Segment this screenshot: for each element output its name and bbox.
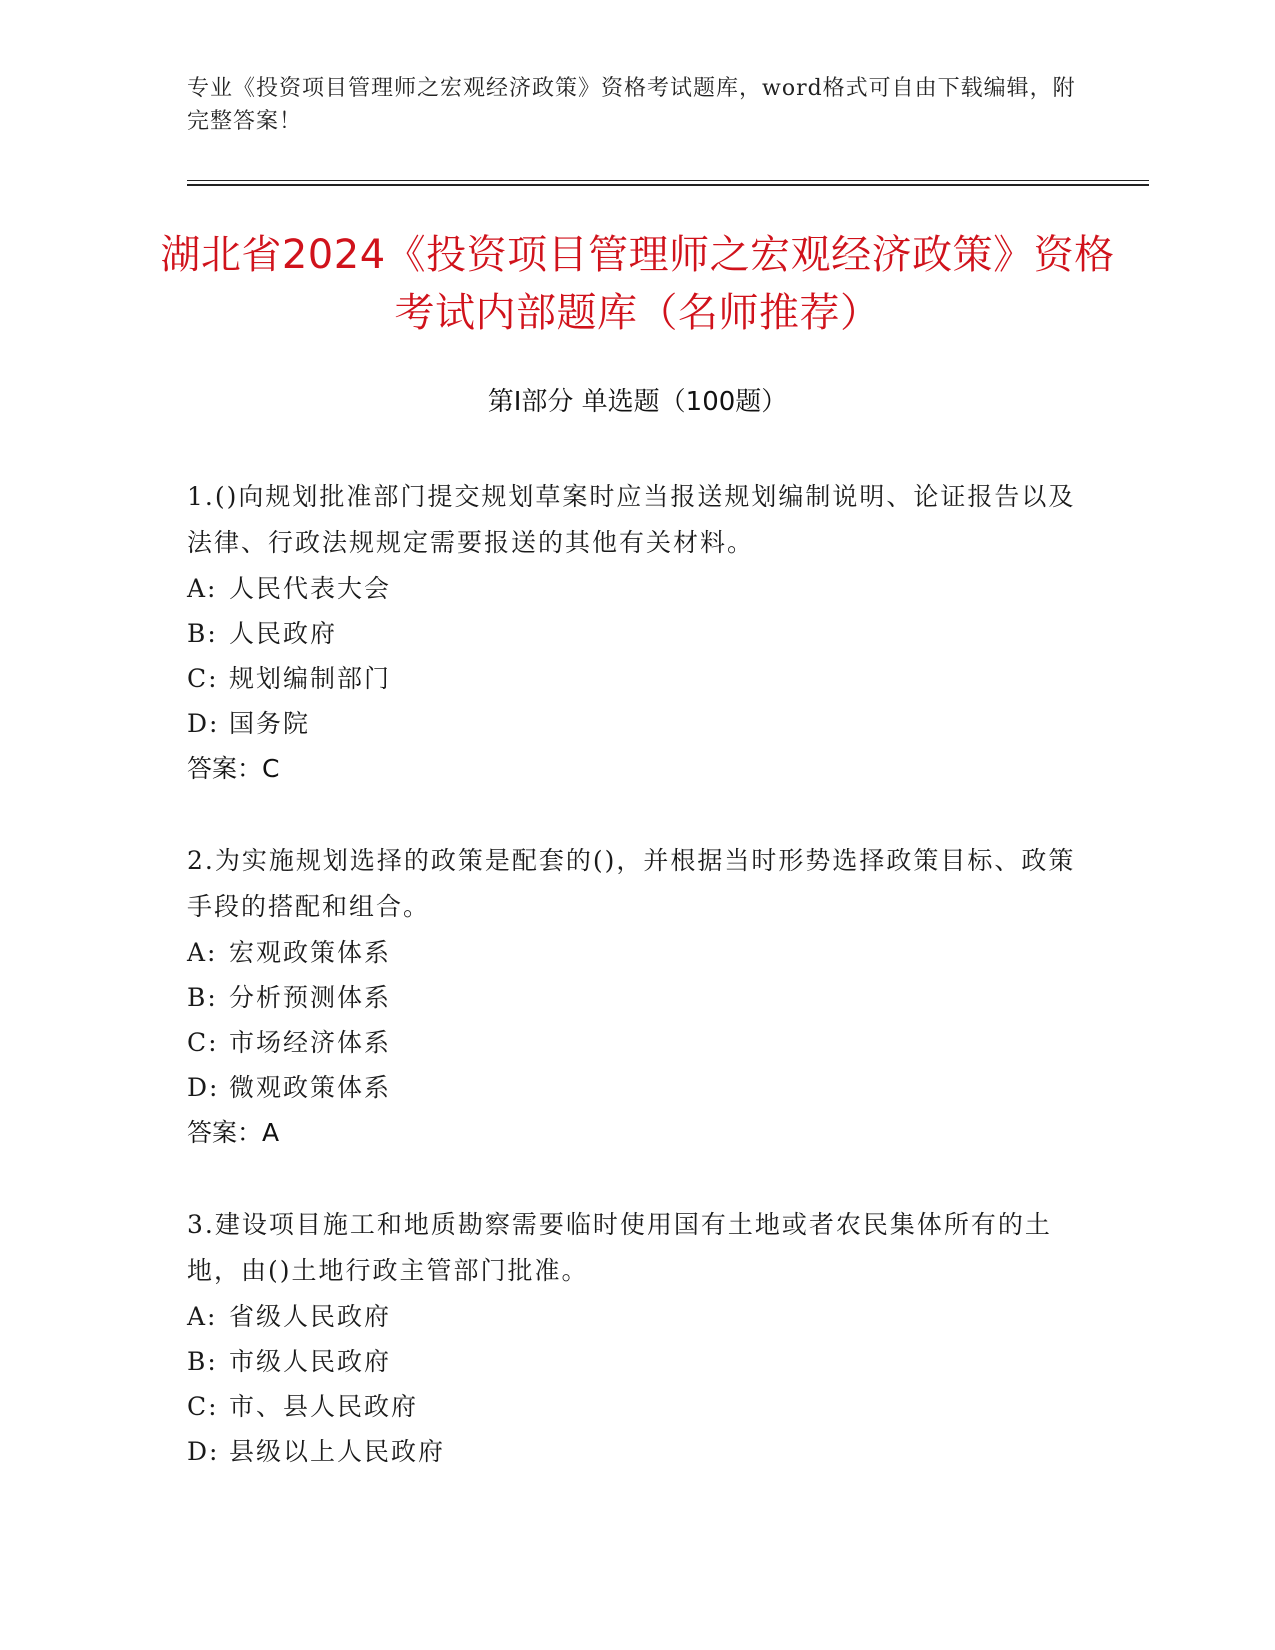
option-text: 规划编制部门 <box>229 664 392 693</box>
option-letter: D: <box>187 1073 220 1102</box>
header-rule-thick <box>187 184 1149 186</box>
option-letter: B: <box>187 1347 218 1376</box>
option-text: 市、县人民政府 <box>229 1392 419 1421</box>
option-letter: A: <box>187 574 218 603</box>
header-note: 专业《投资项目管理师之宏观经济政策》资格考试题库，word格式可自由下载编辑，附完整答案！ <box>187 76 1076 134</box>
option-b <box>187 1339 1087 1384</box>
option-letter: C: <box>187 1028 219 1057</box>
answer-line: 答案：C <box>187 754 280 783</box>
option-text: 市级人民政府 <box>229 1347 392 1376</box>
option-c <box>187 1020 1087 1065</box>
option-a <box>187 930 1087 975</box>
option-letter: B: <box>187 983 218 1012</box>
option-letter: A: <box>187 938 218 967</box>
option-text: 宏观政策体系 <box>229 938 392 967</box>
option-a <box>187 566 1087 611</box>
option-text: 微观政策体系 <box>229 1073 392 1102</box>
option-a <box>187 1294 1087 1339</box>
document-title: 湖北省2024《投资项目管理师之宏观经济政策》资格考试内部题库（名师推荐） <box>160 232 1115 336</box>
question-stem: 3.建设项目施工和地质勘察需要临时使用国有土地或者农民集体所有的土地，由()土地行政主管部门批准。 <box>187 1210 1052 1285</box>
option-text: 市场经济体系 <box>229 1028 392 1057</box>
option-text: 人民代表大会 <box>229 574 392 603</box>
question-1 <box>187 474 1087 792</box>
option-letter: B: <box>187 619 218 648</box>
header-rule-thin <box>187 180 1149 181</box>
question-stem: 1.()向规划批准部门提交规划草案时应当报送规划编制说明、论证报告以及法律、行政法规规定需要报送的其他有关材料。 <box>187 482 1076 557</box>
option-letter: D: <box>187 709 220 738</box>
option-text: 分析预测体系 <box>229 983 392 1012</box>
option-letter: C: <box>187 1392 219 1421</box>
option-c <box>187 1384 1087 1429</box>
option-d <box>187 1429 1087 1474</box>
option-d <box>187 701 1087 746</box>
option-letter: D: <box>187 1437 220 1466</box>
option-b <box>187 975 1087 1020</box>
option-text: 人民政府 <box>229 619 338 648</box>
option-text: 县级以上人民政府 <box>229 1437 446 1466</box>
question-list <box>187 474 1087 1520</box>
section-title: 第Ⅰ部分 单选题（100题） <box>487 387 788 417</box>
question-stem: 2.为实施规划选择的政策是配套的()，并根据当时形势选择政策目标、政策手段的搭配和组合。 <box>187 846 1076 921</box>
option-letter: C: <box>187 664 219 693</box>
question-3 <box>187 1202 1087 1474</box>
option-text: 国务院 <box>229 709 311 738</box>
option-letter: A: <box>187 1302 218 1331</box>
option-c <box>187 656 1087 701</box>
option-d <box>187 1065 1087 1110</box>
option-text: 省级人民政府 <box>229 1302 392 1331</box>
option-b <box>187 611 1087 656</box>
answer-line: 答案：A <box>187 1118 280 1147</box>
question-2 <box>187 838 1087 1156</box>
